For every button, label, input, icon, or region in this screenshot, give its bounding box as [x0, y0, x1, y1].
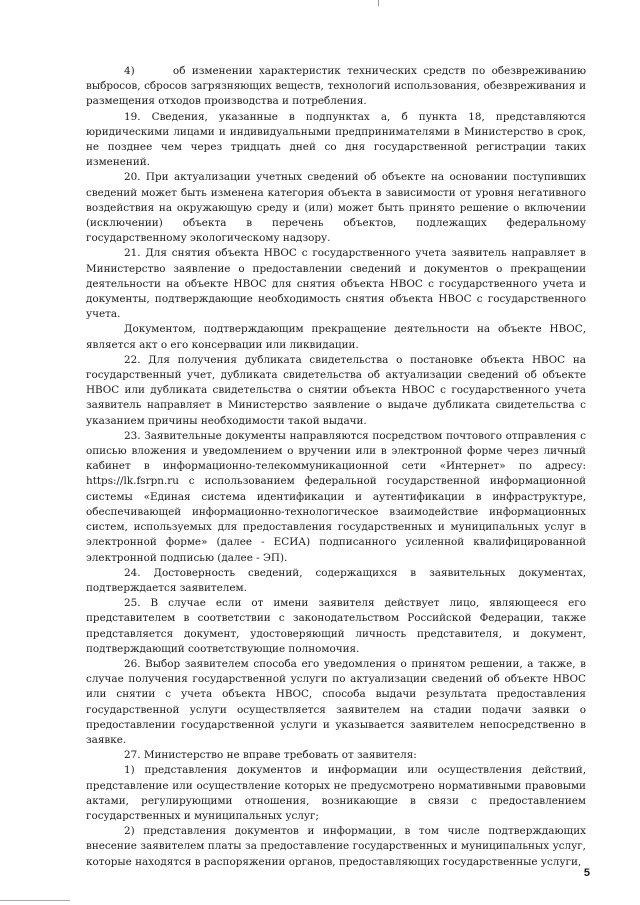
scan-mark: [378, 0, 379, 6]
paragraph-24: 24. Достоверность сведений, содержащихся в заявительных документах, подтверждается заявителем.: [86, 566, 586, 594]
paragraph-21-document: Документом, подтверждающим прекращение деятельности на объекте НВОС, является акт о его консервации или ликвидации.: [86, 323, 586, 351]
paragraph-25: 25. В случае если от имени заявителя действует лицо, являющееся его представителем в соответствии с законодательством Российской Федерации, также представляется документ, удостоверяющий личность представителя, и документ, подтверждающий соответствующие полномочия.: [86, 597, 586, 655]
paragraph-27-item-1: 1) представления документов и информации или осуществления действий, представление или осуществление которых не предусмотрено нормативными правовыми актами, регулирующими отношения, возникающие в связи с предоставлением государственных и муниципальных услуг;: [86, 764, 586, 822]
paragraph-26: 26. Выбор заявителем способа его уведомления о принятом решении, а также, в случае получения государственной услуги по актуализации сведений об объекте НВОС или снятии с учета объекта НВОС, способа выдачи результата предоставления государственной услуги осуществляется заявителем на стадии подачи заявки о предоставлении государственной услуги и указывается заявителем непосредственно в заявке.: [86, 657, 586, 746]
scan-mark: [0, 900, 70, 901]
paragraph-27-item-2: 2) представления документов и информации, в том числе подтверждающих внесение заявителем платы за предоставление государственных и муниципальных услуг, которые находятся в распоряжении органов, предоставляющих государственные услуги,: [86, 825, 586, 868]
paragraph-23: 23. Заявительные документы направляются посредством почтового отправления с описью вложения и уведомлением о вручении или в электронной форме через личный кабинет в информационно-телекоммуникационной сети «Интернет» по адресу: https://lk.fsrpn.ru с использованием федеральной государственной информационной системы «Единая система идентификации и аутентификации в инфраструктуре, обеспечивающей информационно-технологическое взаимодействие информационных систем, используемых для предоставления государственных и муниципальных услуг в электронной форме» (далее - ЕСИА) подписанного усиленной квалифицированной электронной подписью (далее - ЭП).: [86, 429, 586, 564]
document-body: [86, 64, 586, 870]
page-number: 5: [583, 867, 590, 879]
paragraph-19: 19. Сведения, указанные в подпунктах а, б пункта 18, представляются юридическими лицами и индивидуальными предпринимателями в Министерство в срок, не позднее чем через тридцать дней со дня государственной регистрации таких изменений.: [86, 110, 586, 169]
paragraph-22: 22. Для получения дубликата свидетельства о постановке объекта НВОС на государственный учет, дубликата свидетельства об актуализации сведений об объекте НВОС или дубликата свидетельства о снятии объекта НВОС с государственного учета заявитель направляет в Министерство заявление о выдаче дубликата свидетельства с указанием причины необходимости такой выдачи.: [86, 353, 586, 427]
paragraph-21: 21. Для снятия объекта НВОС с государственного учета заявитель направляет в Министерство заявление о предоставлении сведений и документов о прекращении деятельности на объекте НВОС для снятия объекта НВОС с государственного учета и документы, подтверждающие необходимость снятия объекта НВОС с государственного учета.: [86, 247, 586, 321]
paragraph-27: 27. Министерство не вправе требовать от заявителя:: [124, 749, 417, 762]
paragraph-20: 20. При актуализации учетных сведений об объекте на основании поступивших сведений может быть изменена категория объекта в зависимости от уровня негативного воздействия на окружающую среду и (или) может быть принято решение о включении (исключении) объекта в перечень объектов, подлежащих федеральному государственному экологическому надзору.: [86, 171, 586, 245]
paragraph-item-4: 4) об изменении характеристик технических средств по обезвреживанию выбросов, сбросов загрязняющих веществ, технологий использования, обезвреживания и размещения отходов производства и потребления.: [86, 65, 586, 108]
